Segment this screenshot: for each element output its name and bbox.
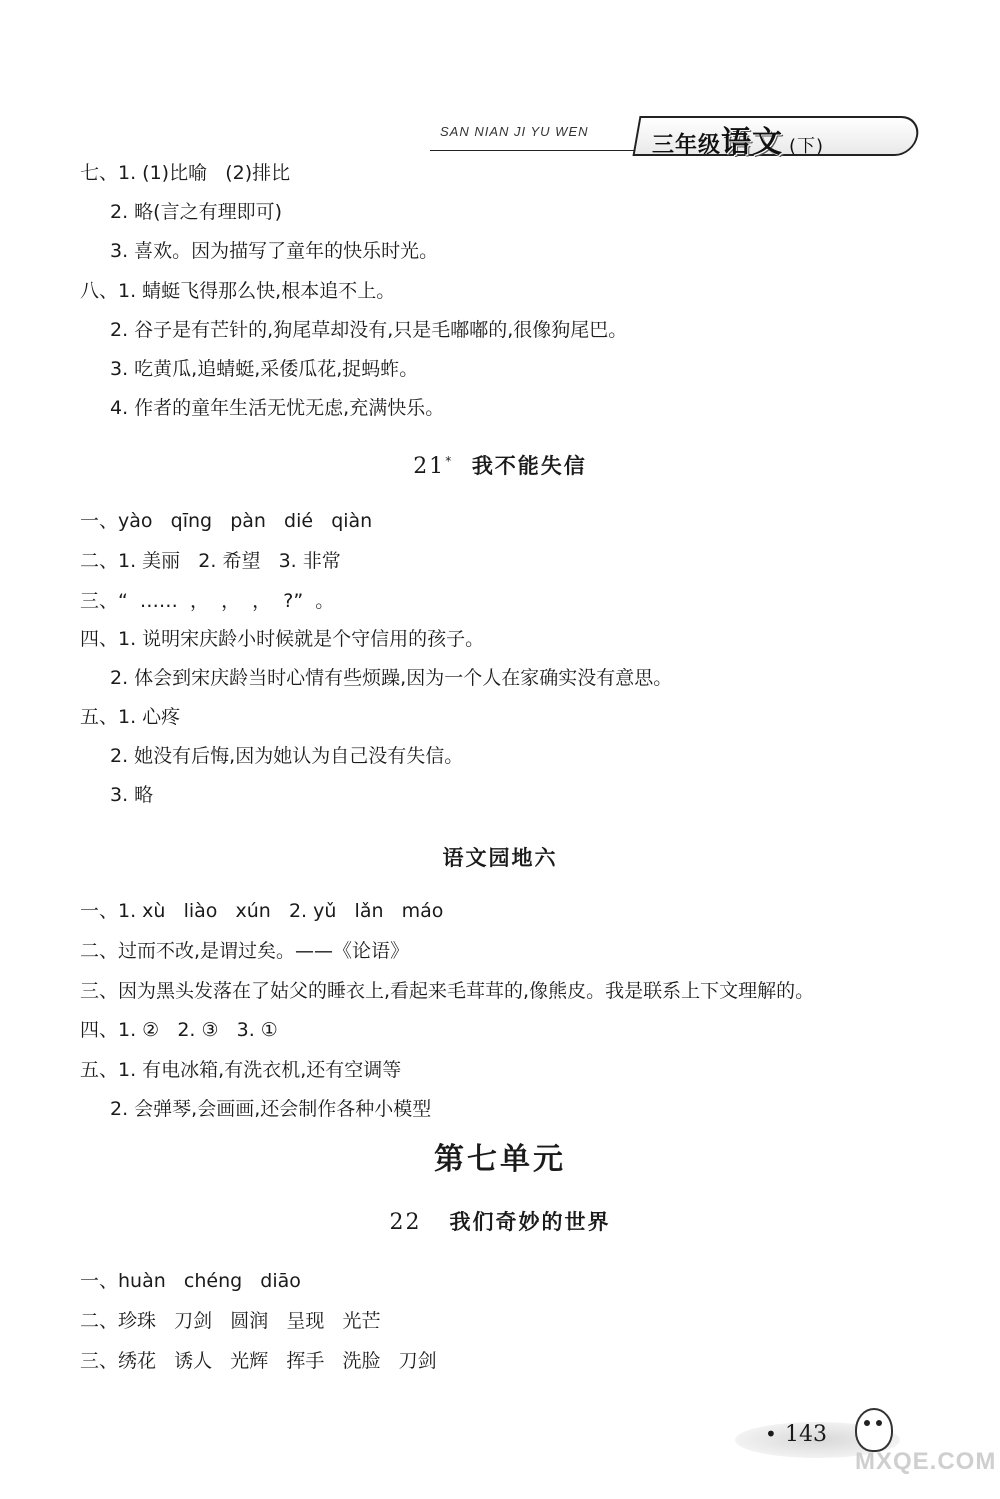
- answer-line: 二、珍珠 刀剑 圆润 呈现 光芒: [80, 1310, 381, 1332]
- answer-line: 2. 体会到宋庆龄当时心情有些烦躁,因为一个人在家确实没有意思。: [110, 667, 673, 689]
- answer-line: 3. 吃黄瓜,追蜻蜓,采倭瓜花,捉蚂蚱。: [110, 358, 419, 380]
- answer-line: 一、huàn chéng diāo: [80, 1270, 301, 1292]
- lesson-number: 21: [413, 454, 446, 479]
- answer-line: 2. 略(言之有理即可): [110, 201, 282, 223]
- answer-line: 二、1. 美丽 2. 希望 3. 非常: [80, 550, 341, 572]
- footer-dot: •: [765, 1422, 777, 1446]
- header-rule: [430, 150, 645, 151]
- page-header: [430, 114, 920, 162]
- lesson-title-text: 我们奇妙的世界: [449, 1210, 611, 1234]
- answer-line: 四、1. 说明宋庆龄小时候就是个守信用的孩子。: [80, 628, 485, 650]
- answer-line: 2. 谷子是有芒针的,狗尾草却没有,只是毛嘟嘟的,很像狗尾巴。: [110, 319, 628, 341]
- header-volume: (下): [789, 136, 825, 157]
- bee-mascot-icon: [855, 1408, 893, 1452]
- answer-line: 三、因为黑头发落在了姑父的睡衣上,看起来毛茸茸的,像熊皮。我是联系上下文理解的。: [80, 980, 815, 1002]
- header-title: [652, 117, 824, 161]
- header-pinyin: SAN NIAN JI YU WEN: [440, 124, 589, 139]
- page-number: 143: [785, 1422, 827, 1447]
- lesson-22-title: [0, 1206, 1000, 1236]
- answer-line: 五、1. 心疼: [80, 706, 181, 728]
- watermark: MXQE.COM: [855, 1448, 997, 1475]
- answer-line: 一、1. xù liào xún 2. yǔ lǎn máo: [80, 900, 444, 922]
- answer-line: 2. 会弹琴,会画画,还会制作各种小模型: [110, 1098, 432, 1120]
- lesson-star: *: [445, 454, 454, 468]
- answer-line: 3. 略: [110, 784, 154, 806]
- answer-line: 七、1. (1)比喻 (2)排比: [80, 162, 291, 184]
- lesson-number: 22: [389, 1210, 422, 1235]
- garden-6-title: 语文园地六: [442, 846, 558, 870]
- answer-line: 三、“ …… ， ， ， ?” 。: [80, 590, 335, 612]
- header-subject: 语文: [721, 125, 784, 160]
- answer-line: 二、过而不改,是谓过矣。——《论语》: [80, 940, 410, 962]
- answer-line: 四、1. ② 2. ③ 3. ①: [80, 1019, 278, 1041]
- lesson-title-text: 我不能失信: [471, 454, 587, 478]
- answer-line: 3. 喜欢。因为描写了童年的快乐时光。: [110, 240, 439, 262]
- answer-line: 2. 她没有后悔,因为她认为自己没有失信。: [110, 745, 464, 767]
- answer-line: 八、1. 蜻蜓飞得那么快,根本追不上。: [80, 280, 396, 302]
- lesson-21-title: [0, 450, 1000, 480]
- header-grade: 三年级: [652, 133, 722, 158]
- answer-line: 4. 作者的童年生活无忧无虑,充满快乐。: [110, 397, 445, 419]
- answer-line: 一、yào qīng pàn dié qiàn: [80, 510, 373, 532]
- unit-7-heading: 第七单元: [434, 1142, 566, 1177]
- answer-line: 五、1. 有电冰箱,有洗衣机,还有空调等: [80, 1059, 402, 1081]
- answer-line: 三、绣花 诱人 光辉 挥手 洗脸 刀剑: [80, 1350, 437, 1372]
